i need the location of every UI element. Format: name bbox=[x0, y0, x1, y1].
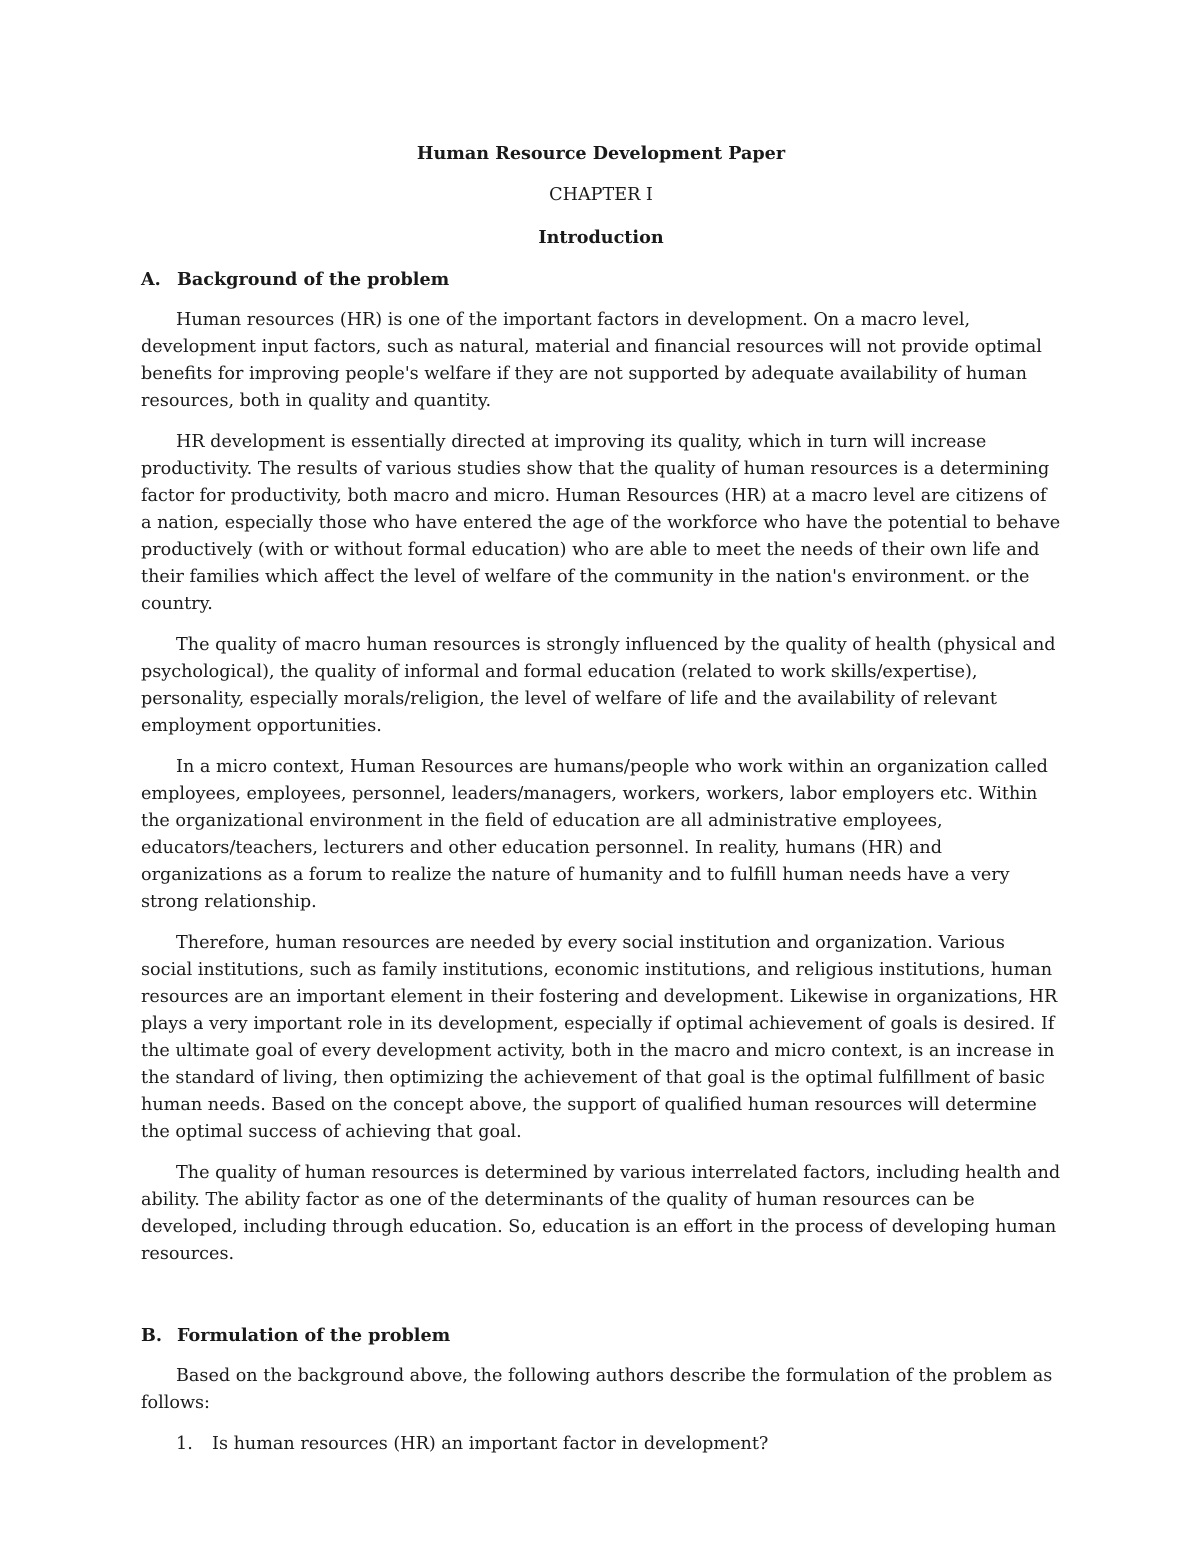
section-a-heading bbox=[141, 266, 1061, 293]
list-item-text: Is human resources (HR) an important factor in development? bbox=[212, 1434, 769, 1454]
paragraph: Human resources (HR) is one of the important factors in development. On a macro level, development input factors, such as natural, material and financial resources will not provide optimal benefits for improving people's welfare if they are not supported by adequate availability of human resources, both in quality and quantity. bbox=[141, 310, 1042, 411]
chapter-label: CHAPTER I bbox=[549, 185, 653, 205]
chapter-subtitle: Introduction bbox=[538, 227, 664, 248]
document-title: Human Resource Development Paper bbox=[416, 143, 786, 164]
paragraph: In a micro context, Human Resources are humans/people who work within an organization called employees, employees, personnel, leaders/managers, workers, workers, labor employers etc. Within the organizational environment in the field of education are all administrative employees, educators/teachers, lecturers and other education personnel. In reality, humans (HR) and organizations as a forum to realize the nature of humanity and to fulfill human needs have a very strong relationship. bbox=[141, 757, 1048, 912]
section-b-title: Formulation of the problem bbox=[177, 1325, 451, 1346]
section-a-title: Background of the problem bbox=[177, 269, 450, 290]
paragraph: Therefore, human resources are needed by every social institution and organization. Various social institutions, such as family institutions, economic institutions, and religious institutions, human resources are an important element in their fostering and development. Likewise in organizations, HR plays a very important role in its development, especially if optimal achievement of goals is desired. If the ultimate goal of every development activity, both in the macro and micro context, is an increase in the standard of living, then optimizing the achievement of that goal is the optimal fulfillment of basic human needs. Based on the concept above, the support of qualified human resources will determine the optimal success of achieving that goal. bbox=[141, 933, 1058, 1142]
paragraph: The quality of human resources is determined by various interrelated factors, including health and ability. The ability factor as one of the determinants of the quality of human resources can be developed, including through education. So, education is an effort in the process of developing human resources. bbox=[141, 1163, 1061, 1264]
paragraph: The quality of macro human resources is strongly influenced by the quality of health (physical and psychological), the quality of informal and formal education (related to work skills/expertise), personality, especially morals/religion, the level of welfare of life and the availability of relevant employment opportunities. bbox=[141, 635, 1056, 736]
section-a-letter: A. bbox=[141, 269, 161, 290]
document-page bbox=[141, 140, 1061, 1458]
section-spacer bbox=[141, 1282, 1061, 1322]
section-b-letter: B. bbox=[141, 1325, 162, 1346]
section-b-heading bbox=[141, 1322, 1061, 1349]
paragraph: Based on the background above, the following authors describe the formulation of the problem as follows: bbox=[141, 1366, 1053, 1413]
list-item-number: 1. bbox=[176, 1434, 193, 1454]
paragraph: HR development is essentially directed at improving its quality, which in turn will increase productivity. The results of various studies show that the quality of human resources is a determining factor for productivity, both macro and micro. Human Resources (HR) at a macro level are citizens of a nation, especially those who have entered the age of the workforce who have the potential to behave productively (with or without formal education) who are able to meet the needs of their own life and their families which affect the level of welfare of the community in the nation's environment. or the country. bbox=[141, 432, 1061, 614]
list-item bbox=[141, 1431, 1061, 1458]
